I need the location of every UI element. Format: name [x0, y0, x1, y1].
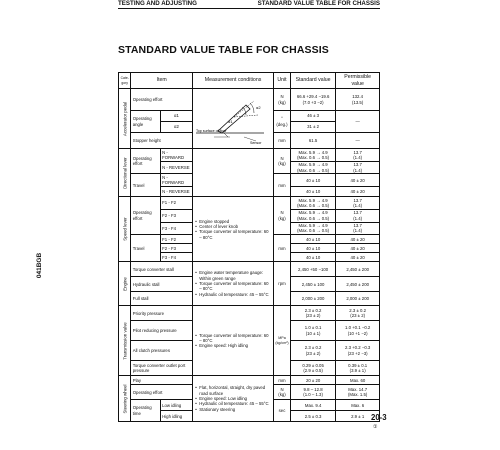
sub-item: High idling — [160, 411, 192, 422]
standard-value: Max. 5.9 → 4.9 (Max. 0.6 → 0.5) — [290, 209, 335, 222]
permissible-value: Max. 6 — [336, 400, 380, 411]
sub-item: N - FORWARD — [160, 174, 192, 187]
condition: • Engine stopped — [199, 219, 272, 224]
permissible-value: Max. 60 — [336, 376, 380, 385]
figure-label-sensor: Sensor — [250, 141, 262, 145]
conditions — [192, 306, 273, 376]
unit: ° (deg.) — [274, 111, 291, 133]
standard-value: Max. 9.4 — [290, 400, 335, 411]
standard-value: 40 ± 10 — [290, 244, 335, 253]
standard-value: 2,450 ± 100 — [290, 277, 335, 292]
standard-value: 40 ± 10 — [290, 187, 335, 197]
svg-text:α1: α1 — [228, 119, 233, 124]
table-row — [119, 376, 380, 385]
sub-item: N - REVERSE — [160, 187, 192, 197]
col-unit: Unit — [274, 73, 291, 89]
item-label: Travel — [131, 174, 160, 197]
category-directional: Directional lever — [119, 149, 131, 197]
item-label: Hydraulic stall — [131, 277, 193, 292]
col-item: Item — [131, 73, 193, 89]
pedal-diagram-icon — [194, 93, 270, 145]
condition: • Hydraulic oil temperature: 45 – 55°C — [199, 292, 272, 297]
item-label: Operating effort — [131, 149, 160, 174]
standard-value-table — [118, 72, 380, 422]
sub-item: α2 — [160, 122, 192, 133]
table-row — [119, 149, 380, 162]
sub-item: F3 - F4 — [160, 222, 192, 235]
col-permissible: Permissible value — [336, 73, 380, 89]
permissible-value: 40 ± 20 — [336, 174, 380, 187]
standard-value: Max. 5.9 → 4.9 (Max. 0.6 → 0.5) — [290, 197, 335, 210]
category-steering: Steering wheel — [119, 376, 131, 422]
sub-item: F2 - F3 — [160, 209, 192, 222]
permissible-value: 13.7 (1.4) — [336, 149, 380, 162]
condition: • Engine water temperature gauge: Within green range — [199, 270, 272, 281]
page-title: STANDARD VALUE TABLE FOR CHASSIS — [118, 44, 329, 56]
header-right: STANDARD VALUE TABLE FOR CHASSIS — [257, 0, 380, 7]
unit: MPa (kg/cm²) — [274, 306, 291, 376]
standard-value: 0.29 ± 0.05 (2.9 ± 0.5) — [290, 361, 335, 376]
category-transmission: Transmission valve — [119, 306, 131, 376]
side-code: 041BGB — [36, 252, 44, 279]
table-row — [119, 89, 380, 111]
sub-item: N - REVERSE — [160, 161, 192, 174]
unit: N (kg) — [274, 89, 291, 111]
unit: rpm — [274, 262, 291, 306]
category-engine: Engine — [119, 262, 131, 306]
item-label: Operating time — [131, 400, 160, 422]
permissible-value: 13.7 (1.4) — [336, 222, 380, 235]
table-row — [119, 197, 380, 210]
table-row — [119, 262, 380, 277]
standard-value: 40 ± 10 — [290, 253, 335, 262]
standard-value: Max. 5.9 → 4.9 (Max. 0.6 → 0.5) — [290, 161, 335, 174]
conditions — [192, 197, 273, 262]
permissible-value: — — [336, 133, 380, 149]
sub-item: α1 — [160, 111, 192, 122]
figure-label-floor: Top surface of floor — [196, 129, 227, 133]
table-row — [119, 306, 380, 321]
item-label: Operating effort — [131, 385, 193, 400]
standard-value: 2.3 ± 0.2 (23 ± 2) — [290, 306, 335, 321]
permissible-value: — — [336, 111, 380, 133]
permissible-value: 2.9 ± 1 — [336, 411, 380, 422]
category-accelerator: Accelerator pedal — [119, 89, 131, 149]
standard-value: 2,450 +50 −100 — [290, 262, 335, 277]
running-header — [118, 0, 380, 9]
permissible-value: 2,450 ± 200 — [336, 277, 380, 292]
item-label: Operating effort — [131, 89, 193, 111]
category-speed: Speed lever — [119, 197, 131, 262]
permissible-value: 13.7 (1.4) — [336, 197, 380, 210]
permissible-value: 2,450 ± 200 — [336, 262, 380, 277]
condition: • Engine speed: Low idling — [199, 396, 272, 401]
condition: • Hydraulic oil temperature: 45 – 55°C — [199, 401, 272, 406]
conditions — [192, 262, 273, 306]
sub-item: Low idling — [160, 400, 192, 411]
permissible-value: 40 ± 20 — [336, 253, 380, 262]
condition: • Center of lever knob — [199, 224, 272, 229]
permissible-value: 40 ± 20 — [336, 235, 380, 244]
sub-item: F1 - F2 — [160, 197, 192, 210]
item-label: Operating angle — [131, 111, 160, 133]
item-label: Play — [131, 376, 193, 385]
permissible-value: 13.7 (1.4) — [336, 161, 380, 174]
item-label: Priority pressure — [131, 306, 193, 321]
item-label: Full stall — [131, 292, 193, 306]
sub-item: N - FORWARD — [160, 149, 192, 162]
standard-value: 61.5 — [290, 133, 335, 149]
standard-value: 2.5 ± 0.3 — [290, 411, 335, 422]
page-number: 20-3 — [371, 413, 387, 422]
condition: • Flat, horizontal, straight, dry paved road surface — [199, 385, 272, 396]
col-standard: Standard value — [290, 73, 335, 89]
table-header — [119, 73, 380, 89]
item-label: Pilot reducing pressure — [131, 321, 193, 341]
standard-value: 2,000 ± 200 — [290, 292, 335, 306]
permissible-value: 13.7 (1.4) — [336, 209, 380, 222]
standard-value: 66.6 +29.4 −19.6 (7.0 +3 −2) — [290, 89, 335, 111]
permissible-value: 2.3 +0.2 −0.3 (23 +2 −3) — [336, 341, 380, 361]
standard-value: 20 ± 20 — [290, 376, 335, 385]
standard-value: Max. 5.9 → 4.9 (Max. 0.6 → 0.5) — [290, 222, 335, 235]
standard-value: Max. 5.9 → 4.9 (Max. 0.6 → 0.5) — [290, 149, 335, 162]
standard-value: 31 ± 2 — [290, 122, 335, 133]
item-label: Stopper height — [131, 133, 193, 149]
standard-value: 40 ± 10 — [290, 235, 335, 244]
header-left: TESTING AND ADJUSTING — [118, 0, 197, 7]
unit: mm — [274, 235, 291, 262]
item-label: All clutch pressures — [131, 341, 193, 361]
item-label: Operating effort — [131, 197, 160, 235]
permissible-value: 2.3 ± 0.2 (23 ± 2) — [336, 306, 380, 321]
permissible-value: 132.4 (13.5) — [336, 89, 380, 111]
permissible-value: 40 ± 20 — [336, 187, 380, 197]
conditions — [192, 376, 273, 422]
standard-value: 46 ± 3 — [290, 111, 335, 122]
unit: N (kg) — [274, 385, 291, 400]
conditions-blank — [192, 149, 273, 197]
page-revision-mark: ① — [373, 424, 378, 430]
col-conditions: Measurement conditions — [192, 73, 273, 89]
permissible-value: Max. 14.7 (Max. 1.5) — [336, 385, 380, 400]
unit: mm — [274, 376, 291, 385]
permissible-value: 1.0 +0.1 −0.2 (10 +1 −2) — [336, 321, 380, 341]
permissible-value: 0.39 ± 0.1 (3.9 ± 1) — [336, 361, 380, 376]
standard-value: 40 ± 10 — [290, 174, 335, 187]
standard-value: 2.3 ± 0.2 (23 ± 2) — [290, 341, 335, 361]
condition: • Stationary steering — [199, 407, 272, 412]
unit: N (kg) — [274, 149, 291, 174]
permissible-value: 2,000 ± 200 — [336, 292, 380, 306]
svg-text:α2: α2 — [256, 105, 261, 110]
item-label: Torque converter outlet port pressure — [131, 361, 193, 376]
standard-value: 1.0 ± 0.1 (10 ± 1) — [290, 321, 335, 341]
condition: • Engine speed: High idling — [199, 343, 272, 348]
sub-item: F3 - F4 — [160, 253, 192, 262]
sub-item: F2 - F3 — [160, 244, 192, 253]
sub-item: F1 - F2 — [160, 235, 192, 244]
item-label: Torque converter stall — [131, 262, 193, 277]
condition: • Torque converter oil temperature: 60 – 80°C — [199, 333, 272, 344]
accelerator-figure — [192, 89, 273, 149]
unit: mm — [274, 133, 291, 149]
unit: mm — [274, 174, 291, 197]
item-label: Travel — [131, 235, 160, 262]
col-category: Cate-gory — [119, 73, 131, 89]
permissible-value: 40 ± 20 — [336, 244, 380, 253]
condition: • Torque converter oil temperature: 60 – 80°C — [199, 281, 272, 292]
unit: sec — [274, 400, 291, 422]
unit: N (kg) — [274, 197, 291, 235]
condition: • Torque converter oil temperature: 60 – 80°C — [199, 229, 272, 240]
standard-value: 9.8 – 12.8 (1.0 – 1.3) — [290, 385, 335, 400]
